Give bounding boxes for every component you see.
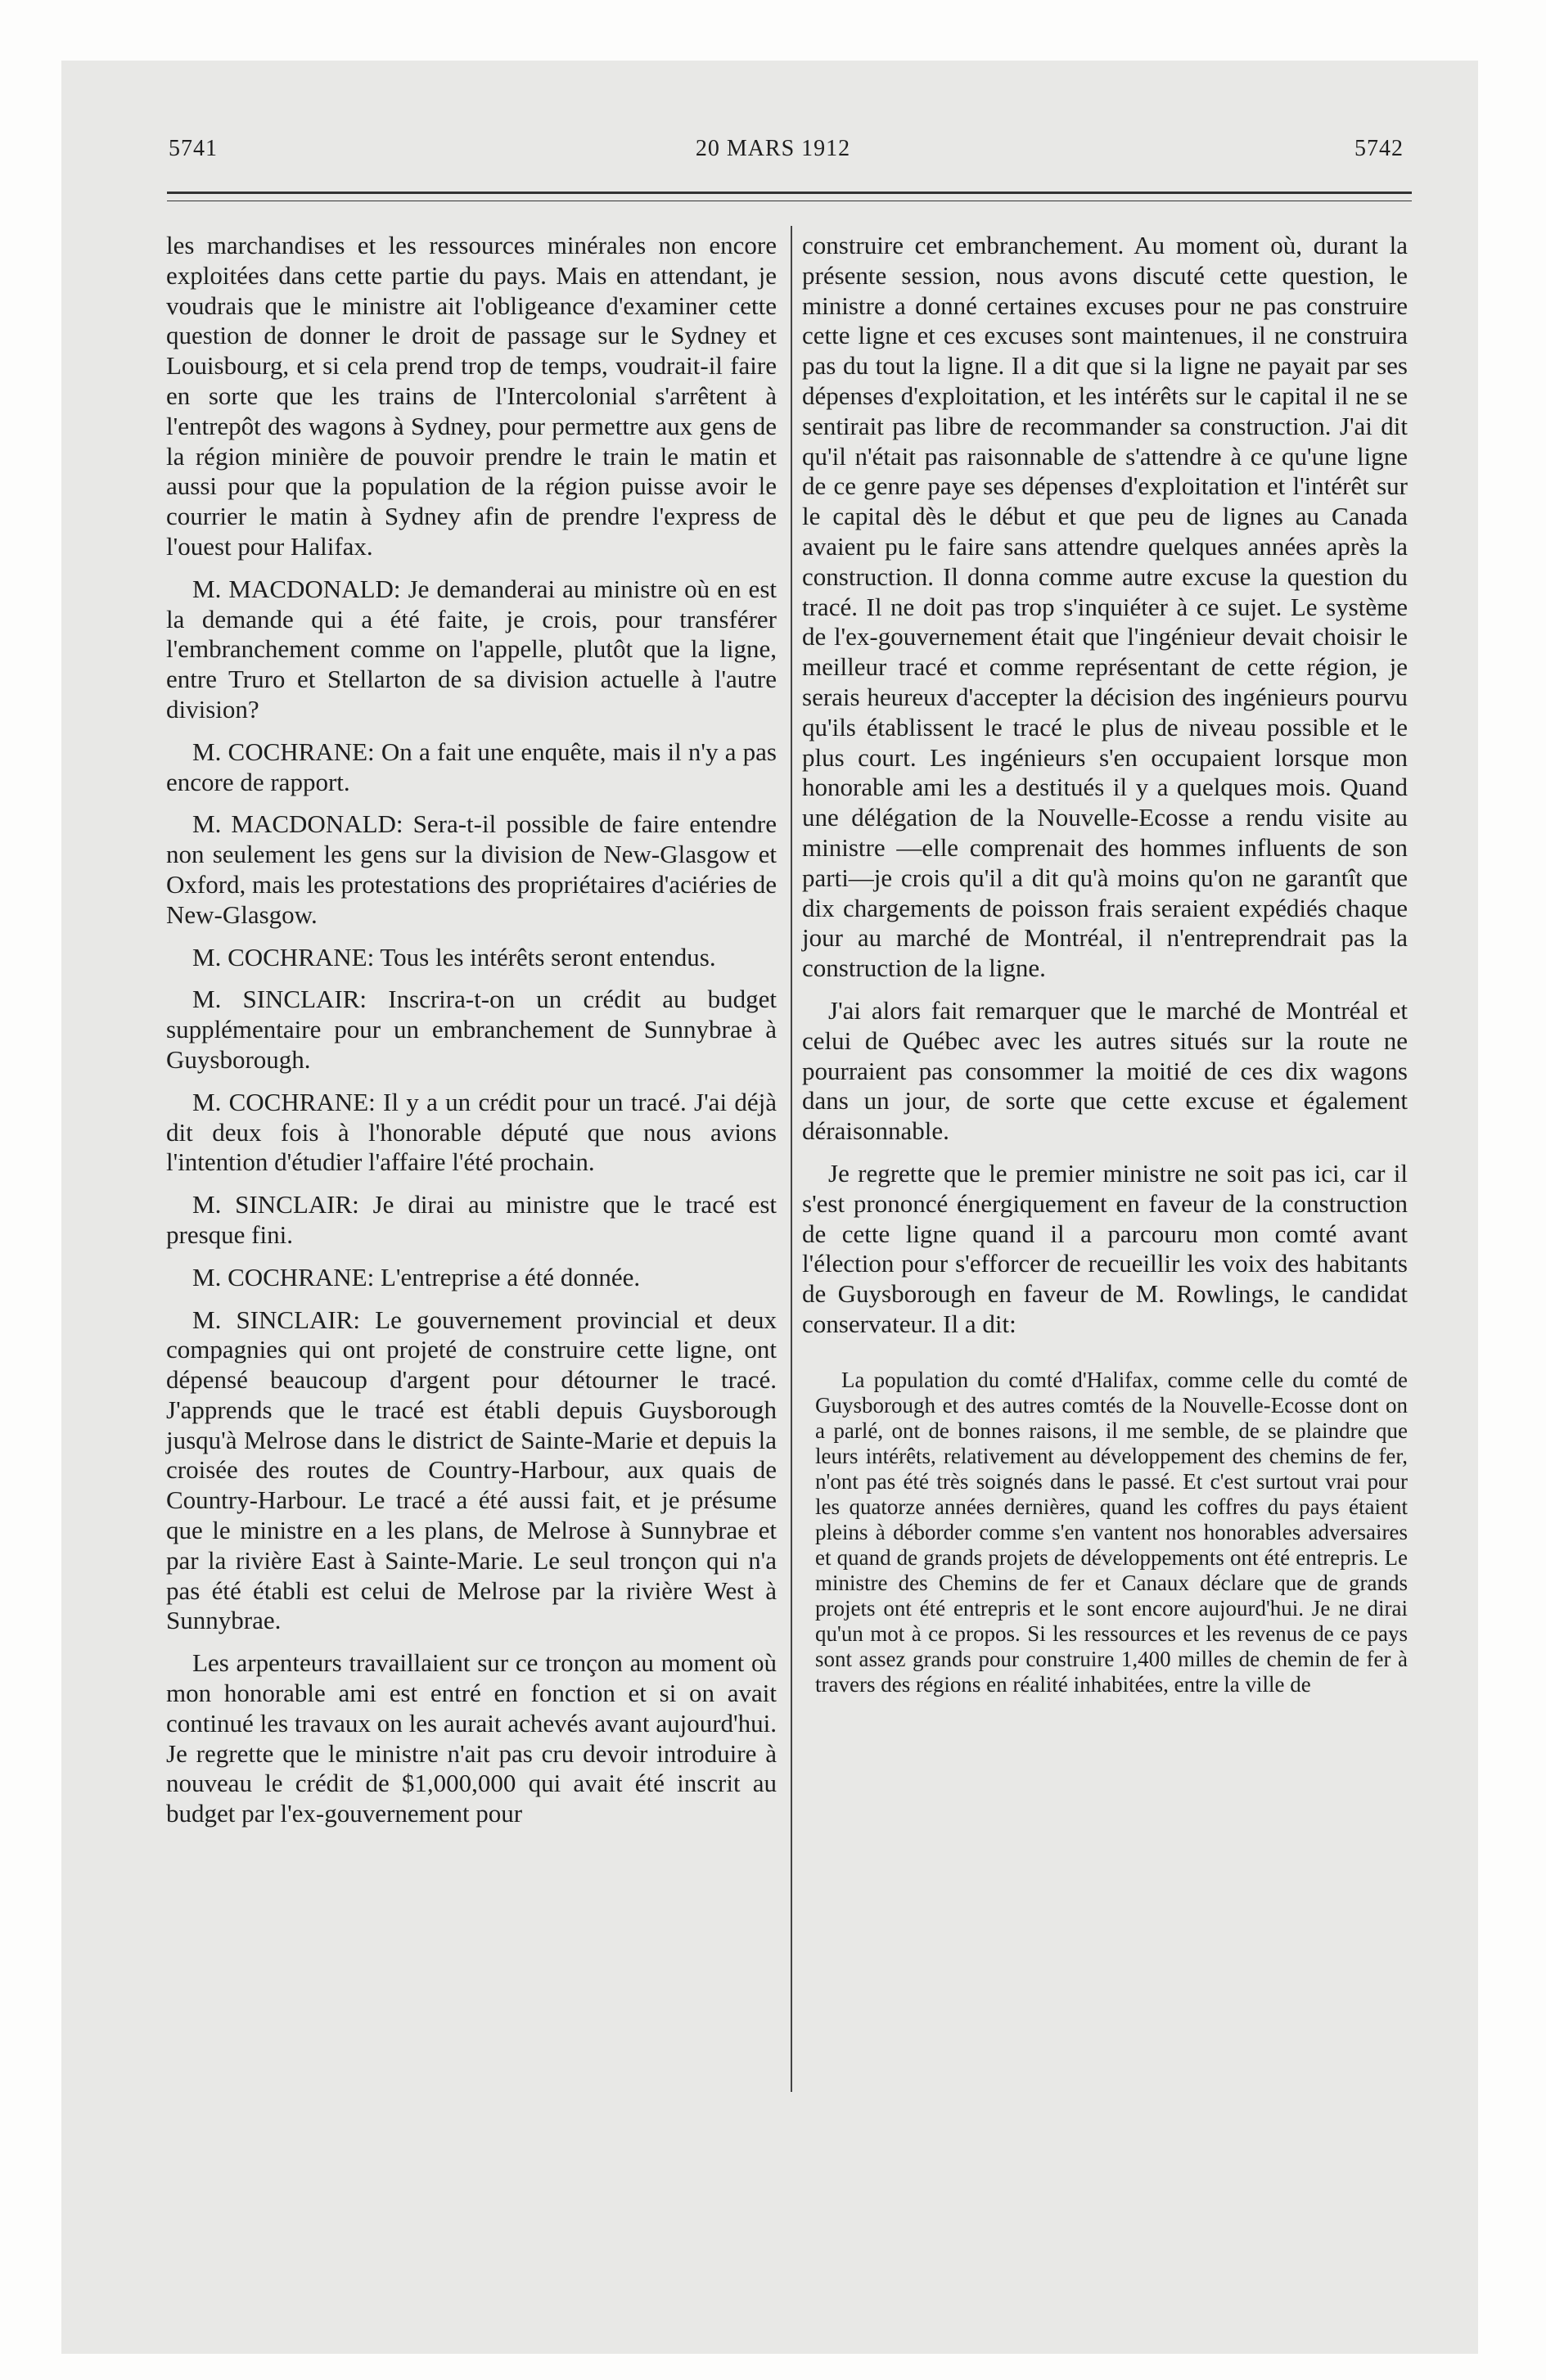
column-divider xyxy=(791,226,792,2092)
paragraph: M. SINCLAIR: Inscrira-t-on un crédit au budget supplémentaire pour un embranchement de Sunnybrae à Guysborough. xyxy=(166,985,777,1074)
paragraph: M. COCHRANE: On a fait une enquête, mais il n'y a pas encore de rapport. xyxy=(166,737,777,796)
paragraph: Je regrette que le premier ministre ne soit pas ici, car il s'est prononcé énergiquement en faveur de la construction de cette ligne quand il a parcouru mon comté avant l'élection pour s'efforcer de recueillir les voix des habitants de Guysborough en faveur de M. Rowlings, le candidat conservateur. Il a dit: xyxy=(802,1158,1408,1338)
left-column xyxy=(166,231,777,1841)
paragraph: M. COCHRANE: L'entreprise a été donnée. xyxy=(192,1262,641,1291)
right-page-number: 5742 xyxy=(1354,136,1404,161)
paragraph: M. COCHRANE: Il y a un crédit pour un tracé. J'ai déjà dit deux fois à l'honorable député que nous avions l'intention d'étudier l'affaire l'été prochain. xyxy=(166,1087,777,1177)
page-date: 20 MARS 1912 xyxy=(695,136,851,161)
header-rule xyxy=(167,192,1412,194)
paragraph: M. MACDONALD: Je demanderai au ministre où en est la demande qui a été faite, je crois, pour transférer l'embranchement comme on l'appelle, plutôt que la ligne, entre Truro et Stellarton de sa division actuelle à l'autre division? xyxy=(166,574,777,723)
paragraph: M. SINCLAIR: Je dirai au ministre que le tracé est presque fini. xyxy=(166,1190,777,1249)
paragraph: M. COCHRANE: Tous les intérêts seront entendus. xyxy=(192,942,716,971)
left-page-number: 5741 xyxy=(169,136,218,161)
paragraph: M. MACDONALD: Sera-t-il possible de faire entendre non seulement les gens sur la division de New-Glasgow et Oxford, mais les protestations des propriétaires d'aciéries de New-Glasgow. xyxy=(166,809,777,929)
right-column xyxy=(802,231,1408,1697)
paragraph: J'ai alors fait remarquer que le marché de Montréal et celui de Québec avec les autres situés sur la route ne pourraient pas consommer la moitié de ces dix wagons dans un jour, de sorte que cette excuse et également déraisonnable. xyxy=(802,995,1408,1146)
paragraph: les marchandises et les ressources minérales non encore exploitées dans cette partie du pays. Mais en attendant, je voudrais que le ministre ait l'obligeance d'examiner cette question de donner le droit de passage sur le Sydney et Louisbourg, et si cela prend trop de temps, voudrait-il faire en sorte que les trains de l'Intercolonial s'arrêtent à l'entrepôt des wagons à Sydney, pour permettre aux gens de la région minière de pouvoir prendre le train le matin et aussi pour que la population de la région puisse avoir le courrier le matin à Sydney afin de prendre l'express de l'ouest pour Halifax. xyxy=(166,231,777,561)
paragraph: M. SINCLAIR: Le gouvernement provincial et deux compagnies qui ont projeté de construire cette ligne, ont dépensé beaucoup d'argent pour détourner le tracé. J'apprends que le tracé est établi depuis Guysborough jusqu'à Melrose dans le district de Sainte-Marie et depuis la croisée des routes de Country-Harbour, aux quais de Country-Harbour. Le tracé a été aussi fait, et je présume que le ministre en a les plans, de Melrose à Sunnybrae et par la rivière East à Sainte-Marie. Le seul tronçon qui n'a pas été établi est celui de Melrose par la rivière West à Sunnybrae. xyxy=(166,1305,777,1635)
quotation: La population du comté d'Halifax, comme celle du comté de Guysborough et des autres comtés de la Nouvelle-Ecosse dont on a parlé, ont de bonnes raisons, il me semble, de se plaindre que leurs intérêts, relativement au développement des chemins de fer, n'ont pas été très soignés dans le passé. Et c'est surtout vrai pour les quatorze années dernières, quand les coffres du pays étaient pleins à déborder comme s'en vantent nos honorables adversaires et quand de grands projets de développements ont été entrepris. Le ministre des Chemins de fer et Canaux déclare que de grands projets ont été entrepris et le sont encore aujourd'hui. Je ne dirai qu'un mot à ce propos. Si les ressources et les revenus de ce pays sont assez grands pour construire 1,400 milles de chemin de fer à travers des régions en réalité inhabitées, entre la ville de xyxy=(815,1367,1408,1697)
paragraph: Les arpenteurs travaillaient sur ce tronçon au moment où mon honorable ami est entré en fonction et si on avait continué les travaux on les aurait achevés avant aujourd'hui. Je regrette que le ministre n'ait pas cru devoir introduire à nouveau le crédit de $1,000,000 qui avait été inscrit au budget par l'ex-gouvernement pour xyxy=(166,1648,777,1828)
paragraph: construire cet embranchement. Au moment où, durant la présente session, nous avons discuté cette question, le ministre a donné certaines excuses pour ne pas construire cette ligne et ces excuses sont maintenues, il ne construira pas du tout la ligne. Il a dit que si la ligne ne payait par ses dépenses d'exploitation, et les intérêts sur le capital il ne se sentirait pas libre de recommander sa construction. J'ai dit qu'il n'était pas raisonnable de s'attendre à ce qu'une ligne de ce genre paye ses dépenses d'exploitation et l'intérêt sur le capital dès le début et que peu de lignes au Canada avaient pu le faire sans attendre quelques années après la construction. Il donna comme autre excuse la question du tracé. Il ne doit pas trop s'inquiéter à ce sujet. Le système de l'ex-gouvernement était que l'ingénieur devait choisir le meilleur tracé et comme représentant de cette région, je serais heureux d'accepter la décision des ingénieurs pourvu qu'ils établissent le tracé le plus de niveau possible et le plus court. Les ingénieurs s'en occupaient lorsque mon honorable ami les a destitués il y a quelques mois. Quand une délégation de la Nouvelle-Ecosse a rendu visite au ministre —elle comprenait des hommes influents de son parti—je crois qu'il a dit qu'à moins qu'on ne garantît que dix chargements de poisson frais seraient expédiés chaque jour au marché de Montréal, il n'entreprendrait pas la construction de la ligne. xyxy=(802,231,1408,983)
